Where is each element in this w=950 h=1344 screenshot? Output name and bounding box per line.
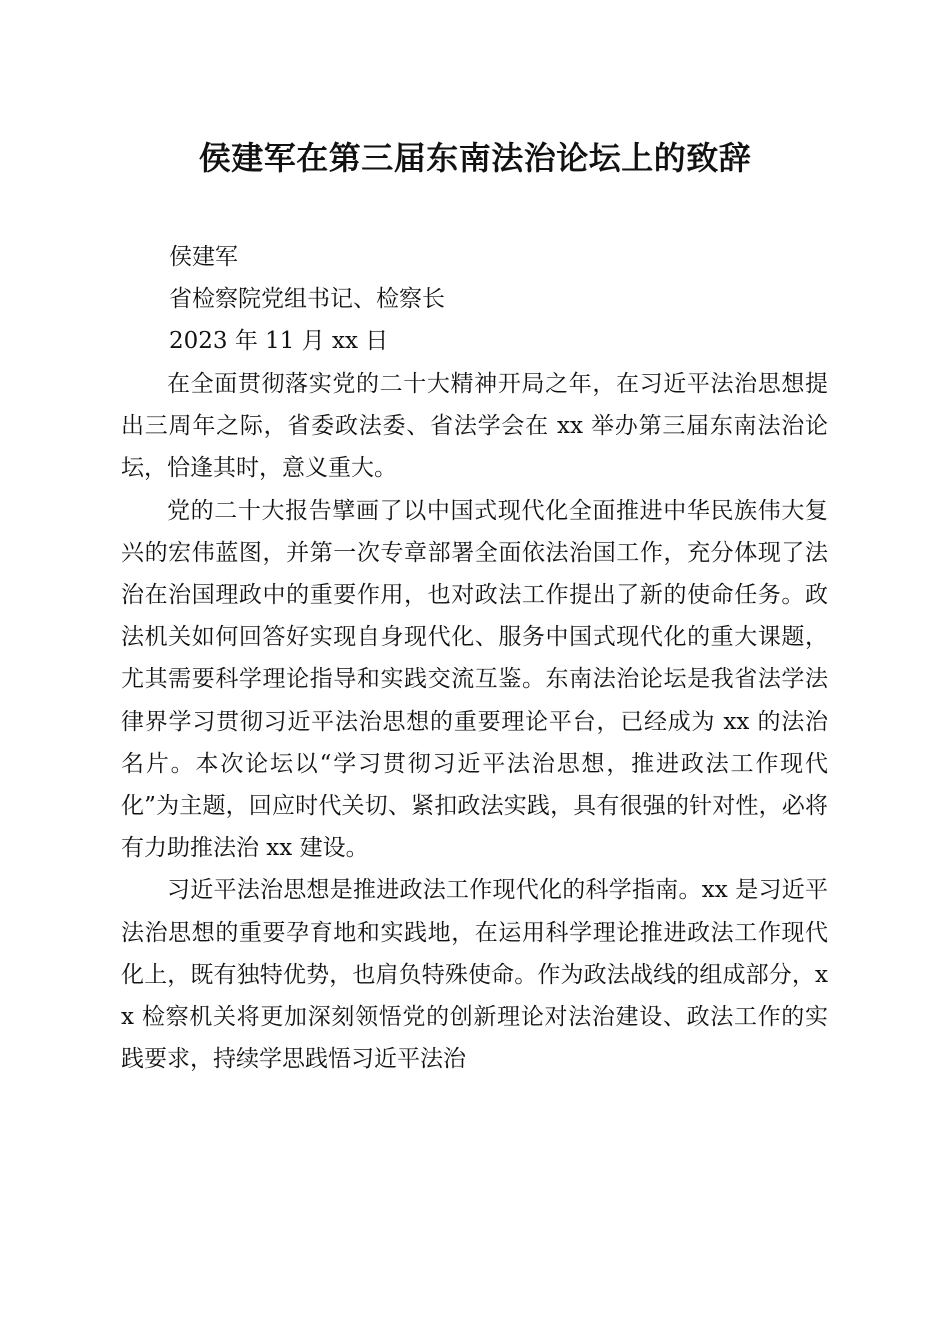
paragraph: 习近平法治思想是推进政法工作现代化的科学指南。xx 是习近平法治思想的重要孕育地和实践地，在运用科学理论推进政法工作现代化上，既有独特优势，也肩负特殊使命。作为政法战线的组成部分，xx 检察机关将更加深刻领悟党的创新理论对法治建设、政法工作的实践要求，持续学思践悟习近平法治: [121, 877, 828, 1073]
paragraph: 在全面贯彻落实党的二十大精神开局之年，在习近平法治思想提出三周年之际，省委政法委、省法学会在 xx 举办第三届东南法治论坛，恰逢其时，意义重大。: [121, 371, 828, 482]
author-name: 侯建军: [169, 244, 238, 270]
document-title: 侯建军在第三届东南法治论坛上的致辞: [198, 139, 752, 177]
paragraph: 党的二十大报告擘画了以中国式现代化全面推进中华民族伟大复兴的宏伟蓝图，并第一次专章部署全面依法治国工作，充分体现了法治在治国理政中的重要作用，也对政法工作提出了新的使命任务。政法机关如何回答好实现自身现代化、服务中国式现代化的重大课题，尤其需要科学理论指导和实践交流互鉴。东南法治论坛是我省法学法律界学习贯彻习近平法治思想的重要理论平台，已经成为 xx 的法治名片。本次论坛以“学习贯彻习近平法治思想，推进政法工作现代化”为主题，回应时代关切、紧扣政法实践，具有很强的针对性，必将有力助推法治 xx 建设。: [121, 497, 828, 862]
speech-body: [121, 363, 828, 1080]
author-position: 省检察院党组书记、检察长: [169, 286, 445, 312]
speech-date: 2023 年 11 月 xx 日: [169, 328, 389, 354]
